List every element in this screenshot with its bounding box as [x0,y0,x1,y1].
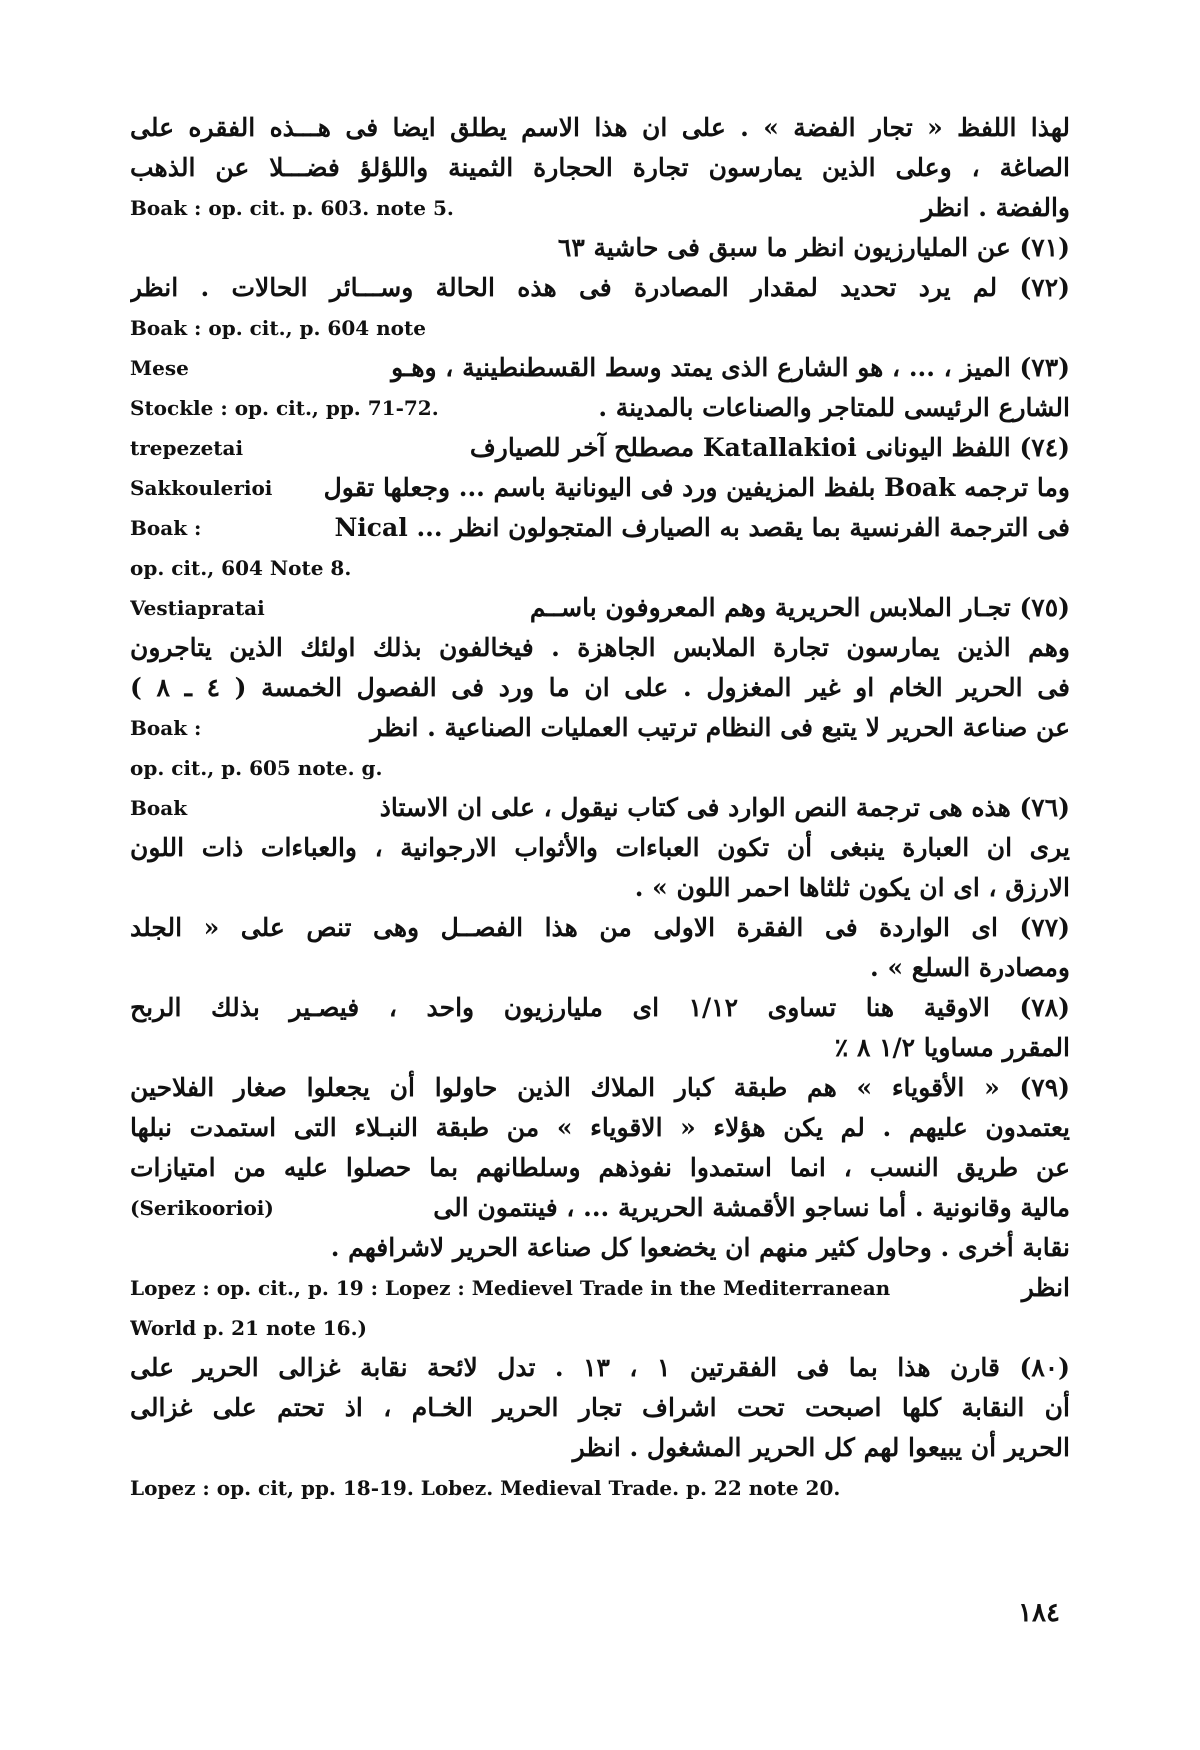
footnote-line: المقرر مساويا ١/٢ ٨ ٪ [834,1033,1070,1062]
footnote-line: op. cit., p. 605 note. g. [130,756,383,780]
footnote-line: عن طريق النسب ، انما استمدوا نفوذهم وسلطانهم بما حصلوا عليه من امتيازات [130,1153,1070,1182]
latin-reference: (Serikoorioi) [130,1196,274,1220]
footnote-line [130,348,1070,388]
footnote-line [130,1268,1070,1308]
latin-reference: Boak : op. cit. p. 603. note 5. [130,196,454,220]
footnote-line [130,428,1070,468]
latin-reference: Stockle : op. cit., pp. 71-72. [130,396,439,420]
footnote-line: يعتمدون عليهم . لم يكن هؤلاء « الاقوياء » من طبقة النبـلاء التى استمدت نبلها [130,1113,1070,1142]
footnote-line: الحرير أن يبيعوا لهم كل الحرير المشغول . انظر [572,1433,1070,1462]
footnote-line [130,388,1070,428]
footnote-line: World p. 21 note 16.) [130,1316,368,1340]
arabic-text: مالية وقانونية . أما نساجو الأقمشة الحريرية ... ، فينتمون الى [433,1193,1070,1222]
latin-reference: Lopez : op. cit., p. 19 : Lopez : Medievel Trade in the Mediterranean [130,1276,891,1300]
arabic-text: انظر [1021,1273,1070,1302]
footnote-line: ومصادرة السلع » . [870,953,1070,982]
footnote-line: (٧١) عن المليارزيون انظر ما سبق فى حاشية ٦٣ [557,233,1070,262]
latin-reference: Boak : [130,516,202,540]
footnote-line [130,468,1070,508]
latin-reference: Vestiapratai [130,596,265,620]
footnote-line: (٧٧) اى الواردة فى الفقرة الاولى من هذا الفصــل وهى تنص على « الجلد [130,913,1070,942]
arabic-text: عن صناعة الحرير لا يتبع فى النظام ترتيب العمليات الصناعية . انظر [370,713,1070,742]
footnote-line: فى الحرير الخام او غير المغزول . على ان ما ورد فى الفصول الخمسة ( ٤ ـ ٨ ) [130,673,1070,702]
arabic-text: (٧٦) هذه هى ترجمة النص الوارد فى كتاب نيقول ، على ان الاستاذ [379,793,1070,822]
footnote-line [130,588,1070,628]
footnote-line [130,788,1070,828]
footnote-line: لهذا اللفظ « تجار الفضة » . على ان هذا الاسم يطلق ايضا فى هـــذه الفقره على [130,113,1070,142]
arabic-text: (٧٤) اللفظ اليونانى Katallakioi مصطلح آخر للصيارف [469,433,1070,462]
arabic-text: وما ترجمه Boak بلفظ المزيفين ورد فى اليونانية باسم ... وجعلها تقول [323,473,1070,502]
footnote-line: (٧٢) لم يرد تحديد لمقدار المصادرة فى هذه الحالة وســـائر الحالات . انظر [130,273,1070,302]
footnote-line [130,1188,1070,1228]
latin-reference: Boak : [130,716,202,740]
latin-reference: Boak [130,796,188,820]
footnote-line [130,508,1070,548]
latin-reference: Mese [130,356,189,380]
footnote-line: الصاغة ، وعلى الذين يمارسون تجارة الحجارة الثمينة واللؤلؤ فضـــلا عن الذهب [130,153,1070,182]
page-number: ١٨٤ [1018,1598,1060,1628]
footnote-line: الارزق ، اى ان يكون ثلثاها احمر اللون » . [634,873,1070,902]
latin-reference: Sakkoulerioi [130,476,273,500]
arabic-text: (٧٣) الميز ، ... ، هو الشارع الذى يمتد وسط القسطنطينية ، وهـو [391,353,1070,382]
arabic-text: (٧٥) تجـار الملابس الحريرية وهم المعروفون باســم [529,593,1070,622]
arabic-text: والفضة . انظر [921,193,1070,222]
footnote-line: Lopez : op. cit, pp. 18-19. Lobez. Medieval Trade. p. 22 note 20. [130,1476,841,1500]
footnote-line: (٧٩) « الأقوياء » هم طبقة كبار الملاك الذين حاولوا أن يجعلوا صغار الفلاحين [130,1073,1070,1102]
footnote-line: وهم الذين يمارسون تجارة الملابس الجاهزة . فيخالفون بذلك اولئك الذين يتاجرون [130,633,1070,662]
latin-reference: trepezetai [130,436,244,460]
footnote-line: (٧٨) الاوقية هنا تساوى ١/١٢ اى مليارزيون واحد ، فيصـير بذلك الربح [130,993,1070,1022]
footnote-line: أن النقابة كلها اصبحت تحت اشراف تجار الحرير الخـام ، اذ تحتم على غزالى [130,1393,1070,1422]
footnote-line [130,188,1070,228]
footnote-line [130,708,1070,748]
arabic-text: فى الترجمة الفرنسية بما يقصد به الصيارف المتجولون انظر ... Nical [334,513,1070,542]
footnote-line: نقابة أخرى . وحاول كثير منهم ان يخضعوا كل صناعة الحرير لاشرافهم . [330,1233,1070,1262]
footnote-line: يرى ان العبارة ينبغى أن تكون العباءات والأثواب الارجوانية ، والعباءات ذات اللون [130,833,1070,862]
arabic-text: الشارع الرئيسى للمتاجر والصناعات بالمدينة . [598,393,1070,422]
footnote-line: (٨٠) قارن هذا بما فى الفقرتين ١ ، ١٣ . تدل لائحة نقابة غزالى الحرير على [130,1353,1070,1382]
footnote-line: Boak : op. cit., p. 604 note [130,316,426,340]
footnote-line: op. cit., 604 Note 8. [130,556,352,580]
